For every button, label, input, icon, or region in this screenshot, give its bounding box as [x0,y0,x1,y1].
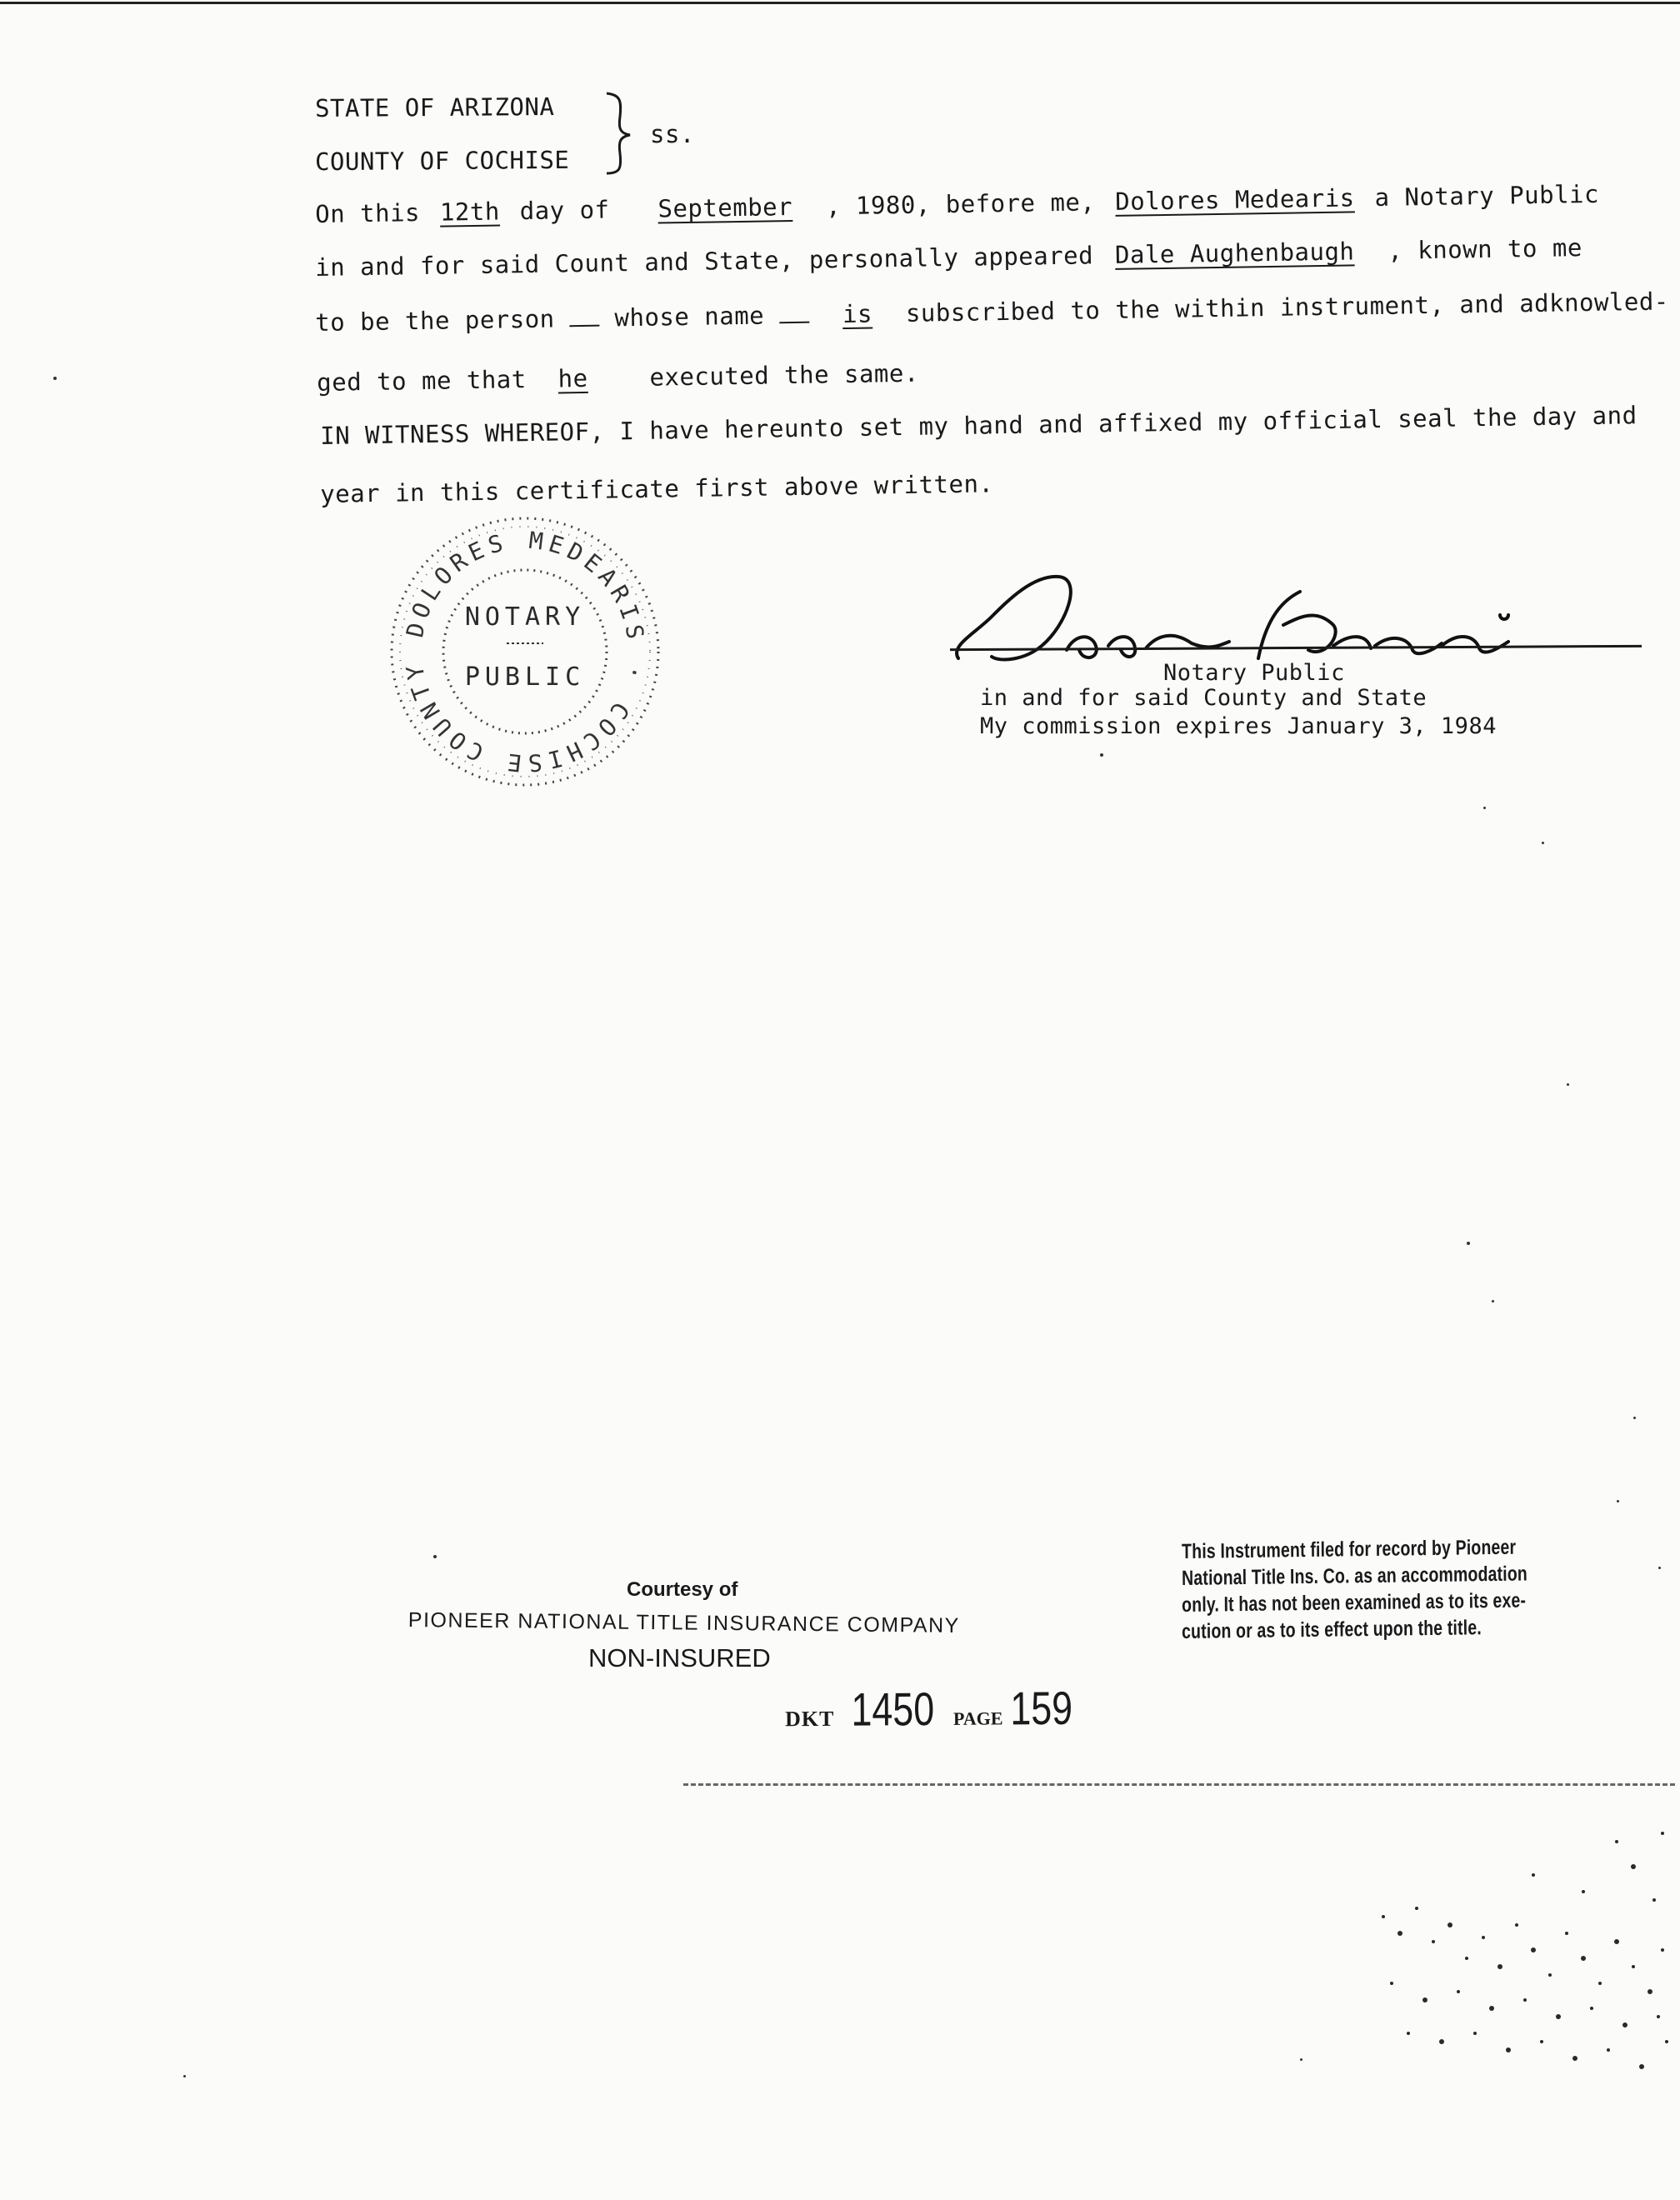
filing-note-line-1: This Instrument filed for record by Pioneer [1182,1535,1517,1563]
scan-dash-line [683,1783,1675,1786]
courtesy-of: Courtesy of [627,1578,738,1601]
top-border [0,2,1680,4]
speck [1567,1083,1569,1086]
ack-text: executed the same. [649,358,920,392]
ack-line-1 [315,180,1599,228]
venue-county: COUNTY OF COCHISE [314,145,570,177]
venue-ss: ss. [650,120,695,148]
speck [1633,1417,1636,1419]
month-field: September [658,192,793,223]
pronoun-field: he [558,363,588,393]
notary-name-field: Dolores Medearis [1115,183,1355,216]
page-label: PAGE [952,1708,1003,1729]
signature-jurisdiction: in and for said County and State [980,685,1428,711]
speck [1658,1567,1661,1569]
speck [1483,807,1486,809]
notary-seal-icon [383,510,667,793]
seal-outer-text: DOLORES MEDEARIS · COCHISE COUNTY [400,526,651,778]
seal-notary-text: NOTARY [464,602,586,632]
ack-line-2 [315,233,1582,282]
book-label: DKT [784,1706,835,1732]
signature-title: Notary Public [1163,660,1345,686]
verb-field: is [842,299,873,329]
commission-expiry: My commission expires January 3, 1984 [980,713,1497,739]
venue-brace [602,92,635,175]
ack-text: whose name [614,301,765,332]
ack-text: , 1980, before me, [825,188,1096,221]
blank-field [569,307,599,328]
day-field: 12th [439,197,501,227]
speck [1492,1300,1494,1302]
ack-text: ged to me that [317,365,527,397]
filing-note-line-2: National Title Ins. Co. as an accommodation [1182,1562,1528,1590]
speck [1467,1242,1470,1245]
ack-text: to be the person [315,304,555,337]
witness-line-2: year in this certificate first above written. [320,469,994,508]
ack-line-3 [315,287,1669,337]
recording-stamp [785,1681,1081,1737]
witness-line-1: IN WITNESS WHEREOF, I have hereunto set my hand and affixed my official seal the day and [320,401,1638,450]
speck [183,2075,186,2078]
appearer-field: Dale Aughenbaugh [1114,237,1355,269]
speck [53,377,57,380]
ack-text: a Notary Public [1374,179,1600,212]
speck [1100,753,1103,757]
speck [1617,1500,1619,1502]
svg-text:DOLORES MEDEARIS · COCHISE COU [400,527,650,778]
page-number: 159 [1010,1681,1073,1735]
seal-public-text: PUBLIC [464,662,586,692]
blank-field [779,303,809,324]
ack-text: On this [315,198,421,228]
ack-text: , known to me [1388,233,1583,265]
venue-state: STATE OF ARIZONA [314,92,555,123]
speck [1300,2058,1302,2061]
ack-line-4 [317,359,919,397]
courtesy-company: PIONEER NATIONAL TITLE INSURANCE COMPANY [408,1608,960,1638]
speck [1542,842,1544,844]
ack-text: subscribed to the within instrument, and adknowled- [905,287,1670,328]
ack-text: in and for said Count and State, personally appeared [315,241,1094,282]
scan-noise-texture [1367,1792,1675,2092]
filing-note-line-3: only. It has not been examined as to its exe- [1182,1588,1527,1617]
courtesy-non-insured: NON-INSURED [588,1643,771,1672]
ack-text: day of [519,195,610,226]
filing-note-line-4: cution or as to its effect upon the title. [1182,1616,1482,1643]
book-number: 1450 [851,1682,935,1736]
speck [433,1555,437,1558]
